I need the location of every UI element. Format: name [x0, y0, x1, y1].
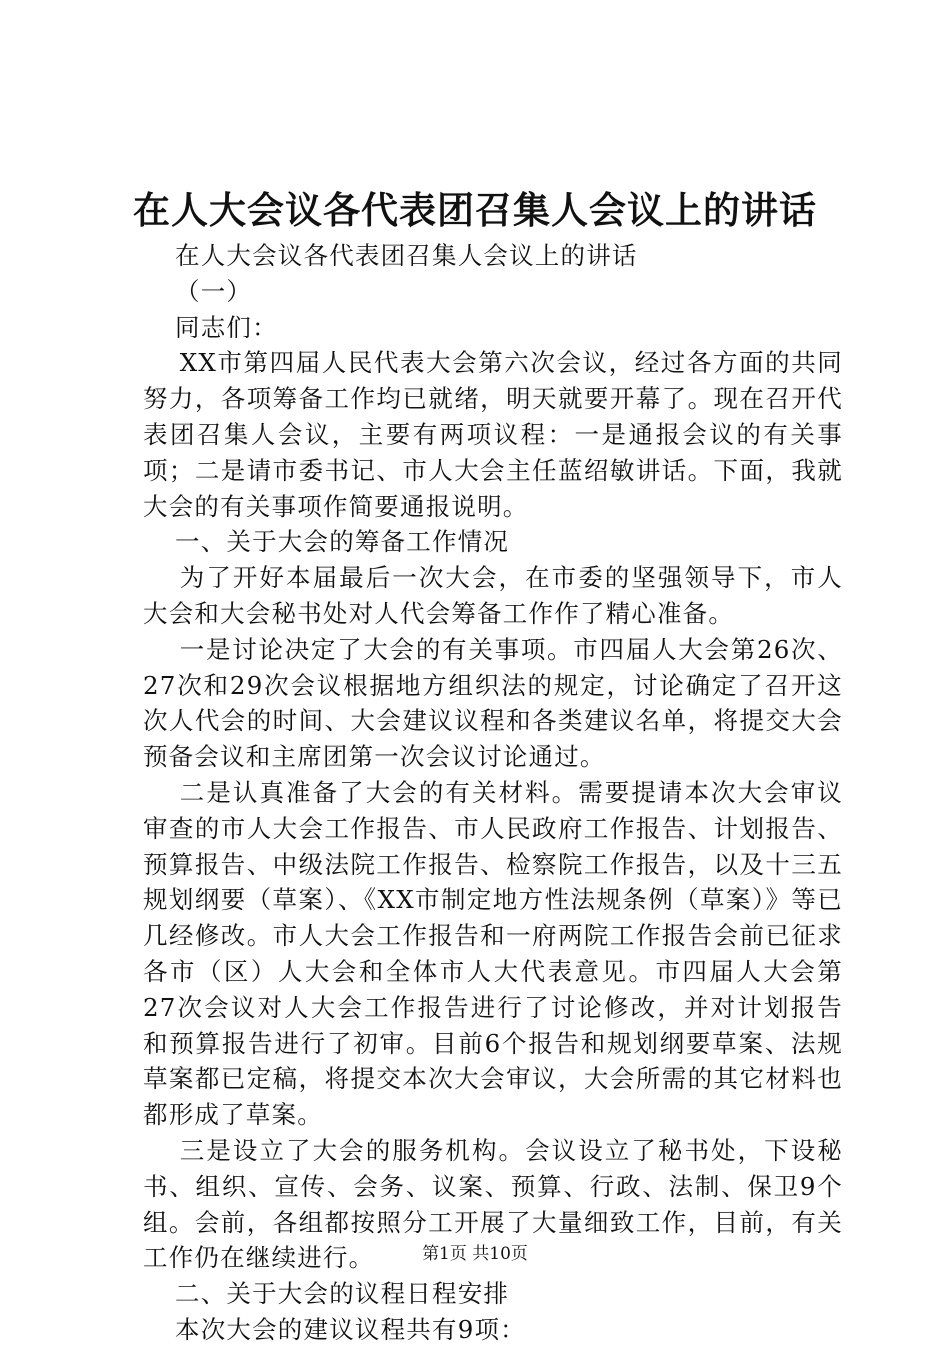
section-number-paragraph: （一）	[175, 276, 253, 306]
document-body	[143, 238, 843, 1348]
intro-paragraph: XX市第四届人民代表大会第六次会议，经过各方面的共同努力，各项筹备工作均已就绪，明天就要开幕了。现在召开代表团召集人会议，主要有两项议程：一是通报会议的有关事项；二是请市委书记、市人大会主任蓝绍敏讲话。下面，我就大会的有关事项作简要通报说明。	[143, 348, 843, 521]
body-paragraph: 本次大会的建议议程共有9项：	[175, 1314, 526, 1344]
document-title: 在人大会议各代表团召集人会议上的讲话	[133, 188, 817, 232]
section-heading-1: 一、关于大会的筹备工作情况	[175, 527, 510, 557]
page-footer: 第1页 共10页	[422, 1244, 528, 1264]
body-paragraph: 二是认真准备了大会的有关材料。需要提请本次大会审议审查的市人大会工作报告、市人民政府工作报告、计划报告、预算报告、中级法院工作报告、检察院工作报告，以及十三五规划纲要（草案）、《XX市制定地方性法规条例（草案）》等已几经修改。市人大会工作报告和一府两院工作报告会前已征求各市（区）人大会和全体市人大代表意见。市四届人大会第27次会议对人大会工作报告进行了讨论修改，并对计划报告和预算报告进行了初审。目前6个报告和规划纲要草案、法规草案都已定稿，将提交本次大会审议，大会所需的其它材料也都形成了草案。	[143, 777, 843, 1130]
section-heading-2: 二、关于大会的议程日程安排	[175, 1279, 510, 1309]
salutation-paragraph: 同志们：	[175, 312, 278, 342]
body-paragraph: 为了开好本届最后一次大会，在市委的坚强领导下，市人大会和大会秘书处对人代会筹备工作作了精心准备。	[143, 563, 843, 628]
body-paragraph: 三是设立了大会的服务机构。会议设立了秘书处，下设秘书、组织、宣传、会务、议案、预算、行政、法制、保卫9个组。会前，各组都按照分工开展了大量细致工作，目前，有关工作仍在继续进行。	[143, 1135, 843, 1273]
body-paragraph: 一是讨论决定了大会的有关事项。市四届人大会第26次、27次和29次会议根据地方组织法的规定，讨论确定了召开这次人代会的时间、大会建议议程和各类建议名单，将提交大会预备会议和主席团第一次会议讨论通过。	[143, 634, 843, 772]
subtitle-paragraph: 在人大会议各代表团召集人会议上的讲话	[175, 241, 638, 270]
